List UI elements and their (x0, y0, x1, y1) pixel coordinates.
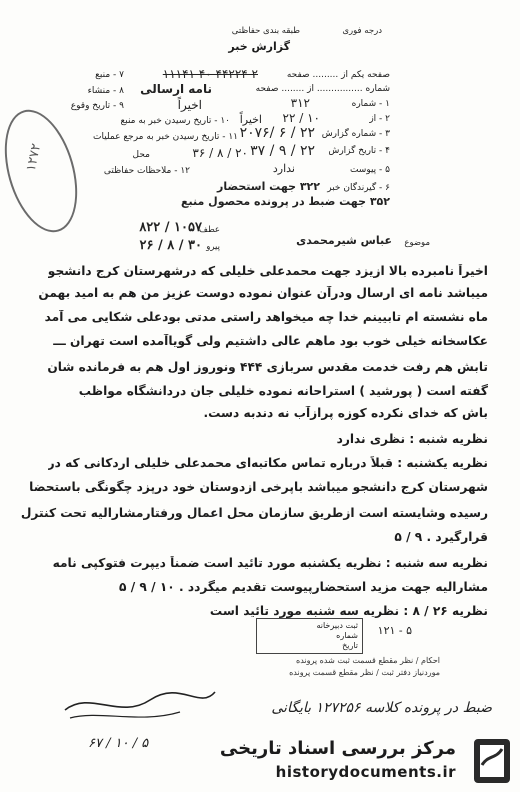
report-title: گزارش خبر (228, 40, 290, 53)
body-line: ماه نشسته ام تابیینم خدا چه میخواهد راستی مدتی بودعلی شکایی می آمد (44, 310, 488, 324)
margin-stamp-number: ۱۲۷۲ (23, 142, 45, 173)
body-line: باش که خدای نکرده کوزه پرازآب نه دندبه دست. (203, 406, 488, 420)
body-line: رسیده وشایسته است ازطریق سازمان محل اعمال ورفتارمشارالیه تحت کنترل (20, 506, 488, 520)
margin-stamp (0, 101, 90, 240)
report-number-value: ۲۰۷۶/ ۶ / ۲۲ (239, 125, 315, 141)
body-line: شهرستان کرج دانشجو میباشد باپرخی ازدوستان خود درپزد چگونگی باستحضا (29, 480, 488, 494)
footnote-line: احکام / نظر مقطع قسمت ثبت شده پرونده (296, 656, 440, 665)
stamp-number: ۱۲۱ - ۵ (377, 624, 412, 637)
field-number-label: ۱ - شماره (351, 99, 390, 109)
follow-up-value: ۲۶ / ۸ / ۳۰ (139, 238, 202, 253)
date-opinion: نظریه ۲۶ / ۸ : نظریه سه شنبه مورد تائید است (209, 604, 488, 618)
body-line: مشارالیه جهت مزید استحضارپیوست تقدیم میگردد . ۱۰ / ۹ / ۵ (119, 580, 488, 594)
origin-value: نامه ارسالی (140, 82, 212, 96)
source-value: ۱۱۱۴۱ ۴۰ ۴۴۲۲۴ ۲ (162, 67, 258, 81)
body-line: عکاسخانه خیلی خوب بود ماهم عالی داشتیم ولی گویاآمده است تهران ـــ (53, 334, 488, 348)
location-label: محل (132, 150, 150, 160)
occurrence-date-label: ۹ - تاریخ وقوع (70, 101, 124, 111)
tuesday-opinion: نظریه سه شنبه : نظریه یکشنبه مورد تائید است ضمناً دیپرت فتوکپی نامه (52, 556, 488, 570)
source-label: ۷ - منبع (95, 70, 124, 80)
body-line: میباشد نامه ای ارسال ودرآن عنوان نموده دوست عزیز من هم به امید بهمن (38, 286, 488, 300)
recipients-value-1: ۳۲۲ جهت استحضار (217, 180, 320, 193)
occurrence-date-value: اخیراً (177, 98, 202, 112)
field-number-value: ۳۱۲ (290, 96, 310, 110)
recipients-value-2: ۳۵۲ جهت ضبط در پرونده محصول منبع (181, 195, 390, 208)
attachment-value: ندارد (272, 162, 295, 175)
archive-note: ضبط در پرونده کلاسه ۱۲۷۲۵۶ بایگانی (271, 700, 492, 716)
subject-label: موضوع (404, 238, 430, 248)
body-line: اخیراً نامبرده بالا ازیزد جهت محمدعلی خلیلی که درشهرستان کرج دانشجو (47, 264, 488, 278)
origin-label: ۸ - منشاء (87, 86, 124, 96)
registration-stamp (256, 618, 363, 654)
reference-value: ۸۲۲ / ۱۰۵۷ (139, 220, 202, 235)
follow-up-label: پیرو (206, 242, 220, 252)
report-date-label: ۴ - تاریخ گزارش (328, 146, 390, 156)
security-level: درجه فوری (342, 26, 382, 36)
signature-scribble (60, 680, 220, 730)
signature-date: ۶۷ / ۱۰ / ۵ (88, 736, 149, 751)
footer-title: مرکز بررسی اسناد تاریخی (219, 738, 456, 759)
source-received-value: اخیراً (239, 113, 262, 126)
report-number-label: ۳ - شماره گزارش (321, 129, 390, 139)
source-received-label: ۱۰ - تاریخ رسیدن خبر به منبع (120, 116, 230, 126)
saturday-opinion: نظریه شنبه : نظری ندارد (336, 432, 488, 446)
stamp-line: شماره (336, 631, 358, 640)
report-date-value: ۳۷ / ۹ / ۲۲ (250, 143, 315, 159)
body-line: تابش هم رفت خدمت مقدس سربازی ۴۴۴ ونوروز اول هم به فرمانده شان (47, 360, 488, 374)
stamp-line: ثبت دبیرخانه (316, 621, 358, 630)
field-from-label: ۲ - از (369, 114, 390, 124)
body-line: گفته است ( پورشید ) استراحانه نموده خلیلی جان دردانشگاه مواظب (78, 384, 488, 398)
body-line: قرارگیرد . ۹ / ۵ (394, 530, 488, 544)
reference-label: عطف (199, 225, 220, 235)
copy-number-label: شماره ................ از ........ صفحه (255, 84, 390, 94)
archive-logo-icon (470, 735, 514, 787)
sunday-opinion: نظریه یکشنبه : قبلاً درباره تماس مکاتبه‌ای محمدعلی خلیلی اردکانی که در (47, 456, 488, 470)
classification-label: طبقه بندی حفاظتی (231, 26, 300, 36)
page-of-label: صفحه یکم از ......... صفحه (286, 70, 390, 80)
security-notes-label: ۱۲ - ملاحظات حفاظتی (103, 166, 190, 176)
field-from-value: ۲۲ / ۱۰ (282, 111, 320, 125)
operations-received-label: ۱۱ - تاریخ رسیدن خبر به مرجع عملیات (93, 132, 238, 142)
stamp-line: تاریخ (342, 641, 358, 650)
attachment-label: ۵ - پیوست (349, 165, 390, 175)
footnote-line: موردنیاز دفتر ثبت / نظر مقطع قسمت پرونده (289, 668, 440, 677)
subject-value: عباس شیرمحمدی (296, 234, 392, 247)
recipients-label: ۶ - گیرندگان خبر (327, 183, 390, 193)
location-value: ۳۶ / ۸ / ۲۰ (192, 146, 248, 160)
footer-url[interactable]: historydocuments.ir (275, 763, 456, 781)
